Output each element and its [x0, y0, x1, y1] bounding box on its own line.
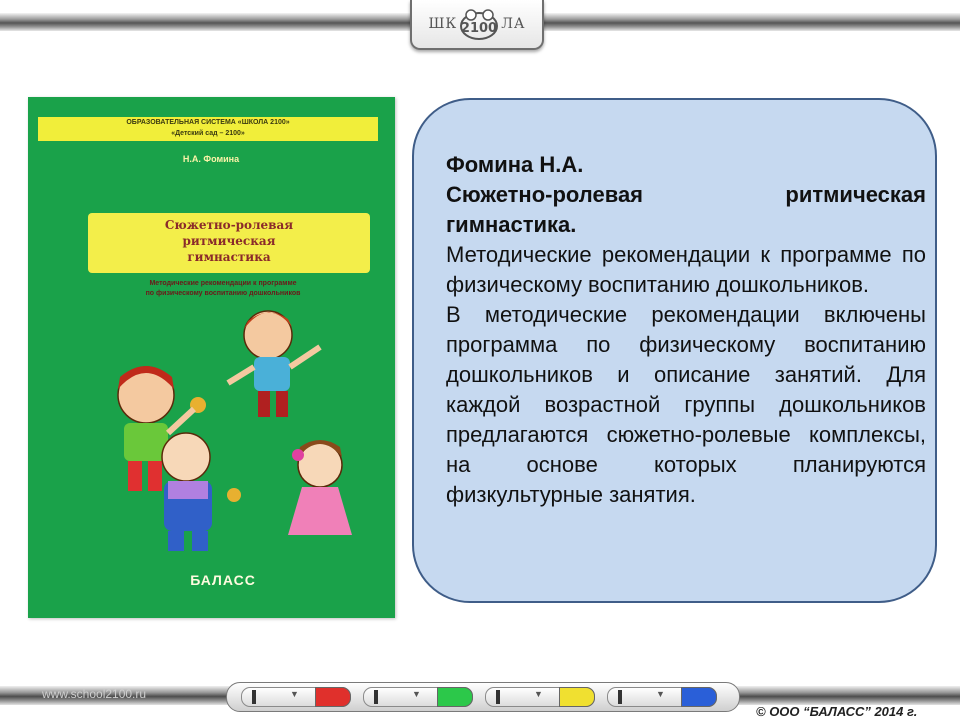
- book-author: Н.А. Фомина: [182, 154, 240, 164]
- yellow-pen-button[interactable]: [485, 687, 595, 707]
- children-illustration: [68, 297, 378, 557]
- book-series-line2: «Детский сад – 2100»: [171, 130, 245, 137]
- copyright: © ООО “БАЛАСС” 2014 г.: [756, 704, 918, 719]
- dropdown-arrow-icon[interactable]: ▼: [656, 689, 665, 699]
- pen-tray: [226, 682, 740, 712]
- info-author: Фомина Н.А.: [446, 152, 584, 177]
- book-title-line2: ритмическая: [182, 234, 276, 248]
- info-title: Сюжетно-ролевая ритмическая гимнастика.: [446, 182, 926, 237]
- book-subtitle: [68, 279, 378, 299]
- book-series-line1: ОБРАЗОВАТЕЛЬНАЯ СИСТЕМА «ШКОЛА 2100»: [126, 119, 290, 126]
- yellow-pen-cap: [559, 687, 595, 707]
- book-title-line3: гимнастика: [187, 250, 271, 264]
- book-title-box: [88, 213, 370, 273]
- info-text: [446, 150, 926, 510]
- school-emblem-icon: [458, 7, 500, 41]
- red-pen-cap: [315, 687, 351, 707]
- child-figure-4: [288, 440, 352, 535]
- child-figure-3: [162, 433, 241, 551]
- pen-grip-icon: [496, 690, 500, 704]
- pen-grip-icon: [618, 690, 622, 704]
- pen-grip-icon: [374, 690, 378, 704]
- dropdown-arrow-icon[interactable]: ▼: [534, 689, 543, 699]
- logo-left-text: ШК: [428, 16, 458, 32]
- green-pen-cap: [437, 687, 473, 707]
- green-pen-button[interactable]: [363, 687, 473, 707]
- pen-grip-icon: [252, 690, 256, 704]
- info-paragraph-2: В методические рекомендации включены программа по физическому воспитанию дошкольников и описание занятий. Для каждой возрастной группы дошкольников предлагаются сюжетно-ролевые комплексы, на основе которых планируются физкультурные занятия.: [446, 302, 926, 507]
- book-title-line1: Сюжетно-ролевая: [164, 218, 294, 232]
- book-series-band: [38, 117, 378, 141]
- book-subtitle-line2: по физическому воспитанию дошкольников: [145, 290, 301, 297]
- blue-pen-cap: [681, 687, 717, 707]
- book-subtitle-line1: Методические рекомендации к программе: [149, 280, 297, 287]
- info-paragraph-1: Методические рекомендации к программе по физическому воспитанию дошкольников.: [446, 242, 926, 297]
- book-cover-image: [28, 97, 395, 618]
- emblem-number: 2100: [461, 21, 498, 36]
- blue-pen-button[interactable]: [607, 687, 717, 707]
- school-logo: [410, 0, 544, 50]
- book-publisher: БАЛАСС: [190, 572, 256, 588]
- dropdown-arrow-icon[interactable]: ▼: [290, 689, 299, 699]
- child-figure-1: [228, 311, 320, 417]
- site-url: www.school2100.ru: [42, 687, 147, 701]
- logo-right-text: ЛА: [501, 16, 526, 32]
- info-panel: [412, 98, 937, 603]
- dropdown-arrow-icon[interactable]: ▼: [412, 689, 421, 699]
- red-pen-button[interactable]: [241, 687, 351, 707]
